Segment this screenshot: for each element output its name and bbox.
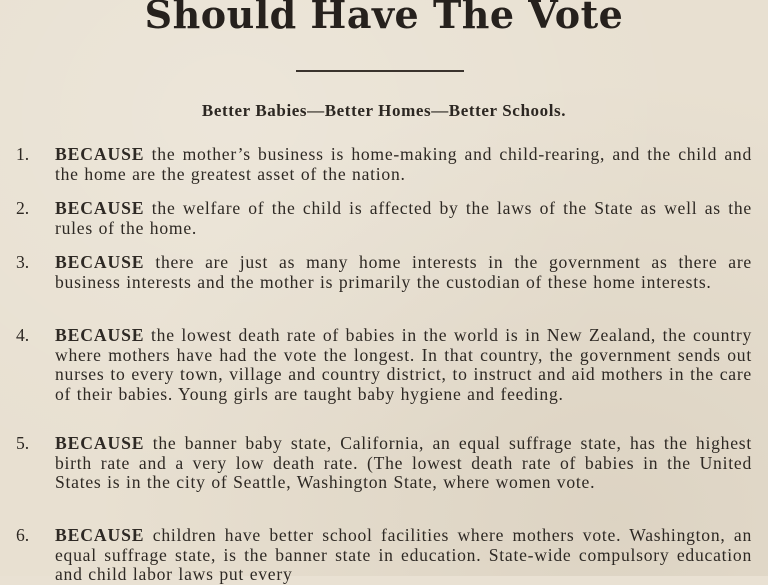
item-lead: BECAUSE [55,144,145,164]
item-number: 1. [16,144,30,164]
item-text: the welfare of the child is affected by the laws of the State as well as the rules of the home. [55,198,752,238]
item-number: 2. [16,198,30,218]
list-item [16,145,752,184]
item-lead: BECAUSE [55,525,145,545]
item-text-block [55,199,752,238]
list-item [16,326,752,404]
document-subtitle: Better Babies—Better Homes—Better Schools. [201,101,567,120]
item-text: children have better school facilities where mothers vote. Washington, an equal suffrage state, is the banner state in education. State-wide compulsory education and child labor laws put every [55,525,752,585]
item-text-block [55,326,752,404]
title-divider [296,70,464,72]
item-text-block [55,145,752,184]
item-number: 5. [16,433,30,453]
item-text: there are just as many home interests in the government as there are business interests and the mother is primarily the custodian of these home interests. [55,252,752,292]
item-text-block [55,434,752,493]
document-title: Should Have The Vote [144,0,624,37]
item-number: 3. [16,252,30,272]
item-lead: BECAUSE [55,198,145,218]
item-number: 4. [16,325,30,345]
item-text: the banner baby state, California, an equal suffrage state, has the highest birth rate and a very low death rate. (The lowest death rate of babies in the United States is in the city of Seattle, Washington State, where women vote. [55,433,752,493]
item-text-block [55,253,752,292]
list-item [16,199,752,238]
item-text: the mother’s business is home-making and child-rearing, and the child and the home are the greatest asset of the nation. [55,144,752,184]
item-lead: BECAUSE [55,252,145,272]
list-item [16,253,752,292]
item-lead: BECAUSE [55,325,145,345]
item-lead: BECAUSE [55,433,145,453]
item-text: the lowest death rate of babies in the world is in New Zealand, the country where mothers have had the vote the longest. In that country, the government sends out nurses to every town, village and country district, to instruct and aid mothers in the care of their babies. Young girls are taught baby hygiene and feeding. [55,325,753,404]
item-number: 6. [16,525,30,545]
list-item [16,434,752,493]
